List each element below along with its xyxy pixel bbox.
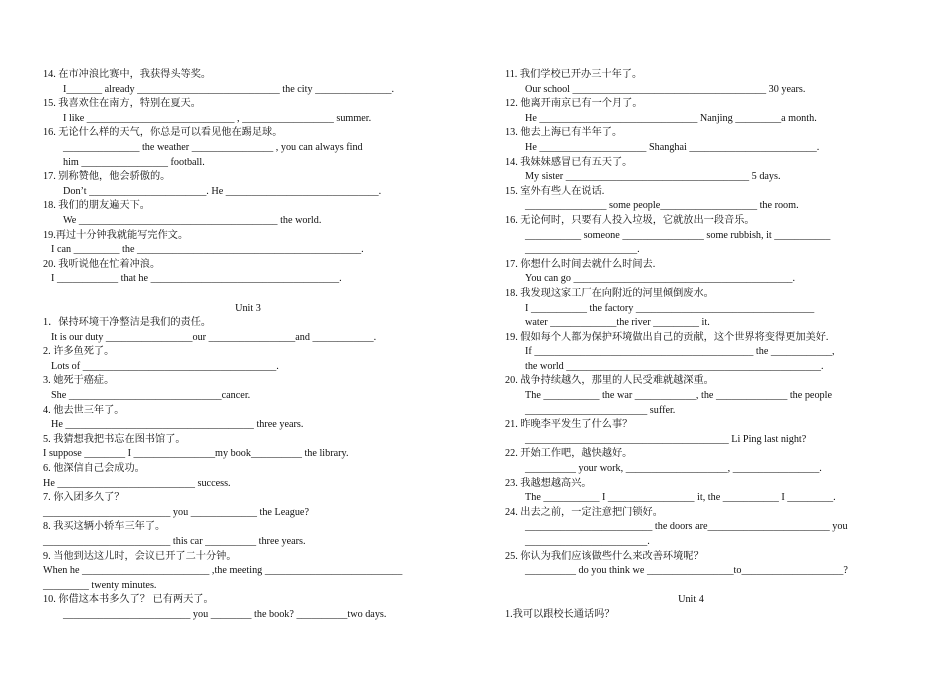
answer-line: Lots of ______________________________________. [51, 360, 279, 372]
answer-line: Our school ______________________________________ 30 years. [525, 83, 806, 95]
question-line: 2. 许多鱼死了。 [43, 346, 115, 358]
question-line: 6. 他深信自己会成功。 [43, 463, 145, 475]
spacer [43, 287, 453, 302]
question-line: 13. 他去上海已有半年了。 [505, 127, 623, 139]
unit-heading: Unit 4 [678, 594, 704, 606]
answer-line: I ___________ the factory ___________________________________ [525, 302, 815, 314]
answer-line: I_______ already ____________________________ the city _______________. [63, 83, 395, 95]
answer-line: The ___________ I _________________ it, the ___________ I _________. [525, 492, 836, 504]
question-line: 20. 我听说他在忙着冲浪。 [43, 258, 161, 270]
question-line: 3. 她死于癌症。 [43, 375, 115, 387]
question-line: 18. 我们的朋友遍天下。 [43, 200, 150, 212]
answer-line: He _____________________________________ three years. [51, 419, 304, 431]
answer-line: It is our duty _________________our _________________and ____________. [51, 331, 377, 343]
spacer [505, 579, 877, 594]
question-line: I suppose ________ I ________________my book__________ the library. [43, 448, 349, 460]
question-line: 23. 我越想越高兴。 [505, 477, 592, 489]
answer-line: water _____________the river _________ it. [525, 317, 710, 329]
answer-line: ___________ someone ________________ some rubbish, it ___________ [525, 229, 831, 241]
question-line: 25. 你认为我们应该做些什么来改善环境呢？ [505, 550, 704, 562]
question-line: 17. 你想什么时间去就什么时间去. [505, 258, 656, 270]
question-line: 14. 在市冲浪比赛中，我获得头等奖。 [43, 69, 212, 80]
question-line: 24. 出去之前，一定注意把门锁好。 [505, 506, 663, 518]
answer-line: My sister ____________________________________ 5 days. [525, 171, 781, 183]
answer-line: ________________________. [525, 536, 650, 547]
question-line: 15. 我喜欢住在南方，特别在夏天。 [43, 98, 201, 110]
question-line: 10. 你借这本书多久了？ 已有两天了。 [43, 594, 214, 606]
question-line: When he _________________________ ,the meeting ___________________________ [43, 565, 403, 577]
answer-line: ________________________________________ Li Ping last night? [525, 433, 807, 445]
question-line: 1.我可以跟校长通话吗？ [505, 608, 615, 620]
answer-line: Don’t _______________________. He ______________________________. [63, 185, 382, 197]
question-line: 12. 他离开南京已有一个月了。 [505, 98, 643, 110]
answer-line: him _________________ football. [63, 156, 205, 168]
question-line: 14. 我妹妹感冒已有五天了。 [505, 156, 633, 168]
question-line: 22. 开始工作吧，越快越好。 [505, 448, 633, 460]
answer-line: He _____________________ Shanghai _________________________. [525, 141, 820, 153]
question-line: _________ twenty minutes. [43, 579, 157, 591]
answer-line: ______________________. [525, 244, 640, 256]
question-line: 19.再过十分钟我就能写完作文。 [43, 229, 189, 241]
question-line: 18. 我发现这家工厂在向附近的河里倾倒废水。 [505, 287, 714, 299]
answer-line: __________ your work, ____________________, _________________. [525, 463, 822, 475]
question-line: 8. 我买这辆小轿车三年了。 [43, 521, 166, 533]
question-line: He ___________________________ success. [43, 477, 231, 489]
question-line: 11. 我们学校已开办三十年了。 [505, 69, 643, 80]
answer-line: the world __________________________________________________. [525, 360, 824, 372]
question-line: 7. 你入团多久了？ [43, 492, 125, 504]
answer-line: I can _________ the ____________________________________________. [51, 244, 364, 256]
left-column [43, 68, 453, 623]
answer-line: We _______________________________________ the world. [63, 214, 322, 226]
question-line: _________________________ you _____________ the League? [43, 506, 309, 518]
answer-line: ________________ some people___________________ the room. [525, 200, 799, 212]
answer-line: The ___________ the war ____________, the ______________ the people [525, 390, 832, 402]
answer-line: _________________________ you ________ the book? __________two days. [63, 608, 387, 620]
answer-line: He _______________________________ Nanjing _________a month. [525, 112, 817, 124]
answer-line: I like _____________________________ , __________________ summer. [63, 112, 372, 124]
answer-line: __________ do you think we _________________to____________________? [525, 565, 848, 577]
question-line: 4. 他去世三年了。 [43, 404, 125, 416]
unit-heading: Unit 3 [235, 302, 261, 314]
answer-line: _______________ the weather ________________ , you can always find [63, 141, 363, 153]
answer-line: You can go ___________________________________________. [525, 273, 796, 285]
question-line: 20. 战争持续越久，那里的人民受难就越深重。 [505, 375, 714, 387]
answer-line: I ____________ that he _____________________________________. [51, 273, 342, 285]
question-line: 9. 当他到达这儿时，会议已开了二十分钟。 [43, 550, 237, 562]
question-line: _________________________ this car __________ three years. [43, 536, 306, 547]
question-line: 5. 我猜想我把书忘在图书馆了。 [43, 433, 186, 445]
question-line: 1．保持环境干净整洁是我们的责任。 [43, 317, 212, 329]
question-line: 15. 室外有些人在说话. [505, 185, 605, 197]
answer-line: She ______________________________cancer. [51, 390, 251, 402]
right-column [505, 68, 877, 623]
question-line: 16. 无论何时，只要有人投入垃圾，它就放出一段音乐。 [505, 214, 755, 226]
answer-line: If ___________________________________________ the ____________, [525, 346, 835, 358]
question-line: 21. 昨晚李平发生了什么事？ [505, 419, 633, 431]
question-line: 19. 假如每个人都为保护环境做出自己的贡献，这个世界将变得更加美好. [505, 331, 829, 343]
answer-line: _________________________ the doors are________________________ you [525, 521, 848, 533]
answer-line: ________________________ suffer. [525, 404, 676, 416]
question-line: 16. 无论什么样的天气，你总是可以看见他在踢足球。 [43, 127, 283, 139]
question-line: 17. 别称赞他，他会骄傲的。 [43, 171, 171, 183]
